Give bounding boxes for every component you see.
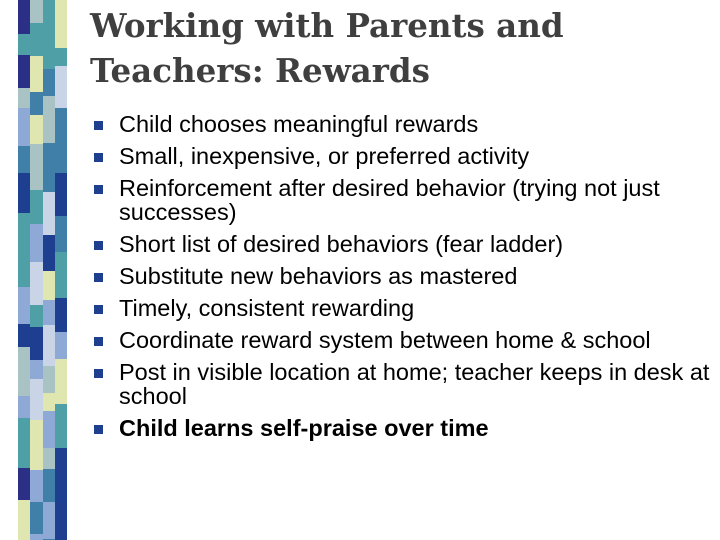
stripe-block — [43, 192, 55, 235]
stripe-block — [43, 235, 55, 271]
stripe-block — [18, 88, 30, 108]
square-bullet-icon — [94, 241, 103, 250]
stripe-block — [43, 469, 55, 502]
stripe-block — [55, 252, 67, 298]
stripe-block — [55, 332, 67, 359]
stripe-block — [43, 448, 55, 469]
stripe-block — [30, 327, 43, 360]
stripe-block — [18, 324, 30, 347]
stripe-block — [55, 448, 67, 471]
stripe-block — [43, 325, 55, 366]
bullet-item — [90, 296, 710, 320]
stripe-block — [30, 534, 43, 540]
square-bullet-icon — [94, 337, 103, 346]
stripe-block — [43, 96, 55, 143]
stripe-block — [43, 0, 55, 26]
stripe-block — [18, 418, 30, 468]
stripe-block — [43, 26, 55, 69]
stripe-block — [55, 471, 67, 510]
bullet-text: Child learns self-praise over time — [119, 415, 489, 441]
stripe-block — [18, 396, 30, 418]
stripe-block — [30, 0, 43, 23]
bullet-item — [90, 416, 710, 440]
stripe-block — [30, 305, 43, 327]
stripe-block — [43, 502, 55, 539]
stripe-block — [55, 379, 67, 404]
stripe-block — [43, 271, 55, 300]
stripe-block — [55, 148, 67, 173]
stripe-block — [30, 23, 43, 56]
stripe-block — [55, 48, 67, 66]
bullet-text: Post in visible location at home; teacher keeps in desk at school — [119, 359, 710, 409]
stripe-block — [55, 0, 67, 48]
bullet-text: Timely, consistent rewarding — [119, 295, 415, 321]
stripe-block — [30, 92, 43, 115]
title-line-1: Working with Parents and — [90, 6, 564, 45]
bullet-list — [90, 112, 710, 448]
stripe-block — [18, 34, 30, 55]
stripe-block — [55, 108, 67, 148]
bullet-text: Small, inexpensive, or preferred activity — [119, 143, 530, 169]
square-bullet-icon — [94, 425, 103, 434]
bullet-item — [90, 112, 710, 136]
stripe-block — [30, 502, 43, 534]
bullet-item — [90, 328, 710, 352]
stripe-block — [30, 360, 43, 379]
stripe-block — [43, 300, 55, 325]
stripe-block — [55, 404, 67, 448]
stripe-block — [18, 247, 30, 287]
stripe-block — [43, 393, 55, 411]
stripe-block — [55, 510, 67, 540]
bullet-item — [90, 232, 710, 256]
bullet-item — [90, 264, 710, 288]
stripe-block — [55, 359, 67, 379]
bullet-text: Substitute new behaviors as mastered — [119, 263, 518, 289]
stripe-block — [30, 144, 43, 164]
stripe-block — [43, 366, 55, 393]
stripe-block — [30, 379, 43, 420]
square-bullet-icon — [94, 369, 103, 378]
stripe-block — [18, 173, 30, 213]
bullet-item — [90, 176, 710, 224]
square-bullet-icon — [94, 121, 103, 130]
stripe-block — [30, 56, 43, 92]
stripe-block — [18, 500, 30, 540]
square-bullet-icon — [94, 153, 103, 162]
stripe-block — [18, 108, 30, 146]
stripe-block — [55, 298, 67, 332]
stripe-block — [30, 262, 43, 305]
square-bullet-icon — [94, 305, 103, 314]
stripe-block — [55, 216, 67, 252]
stripe-block — [55, 66, 67, 108]
stripe-block — [18, 146, 30, 173]
bullet-item — [90, 144, 710, 168]
slide-title — [90, 3, 700, 93]
stripe-block — [55, 196, 67, 216]
bullet-item — [90, 360, 710, 408]
bullet-text: Reinforcement after desired behavior (trying not just successes) — [119, 175, 660, 225]
stripe-block — [30, 470, 43, 502]
stripe-block — [30, 190, 43, 224]
square-bullet-icon — [94, 273, 103, 282]
stripe-block — [18, 468, 30, 500]
stripe-block — [30, 224, 43, 262]
stripe-block — [18, 287, 30, 324]
stripe-block — [30, 164, 43, 190]
stripe-block — [55, 173, 67, 196]
bullet-text: Child chooses meaningful rewards — [119, 111, 479, 137]
stripe-block — [43, 143, 55, 192]
title-line-2: Teachers: Rewards — [90, 51, 430, 90]
stripe-block — [30, 115, 43, 144]
bullet-text: Short list of desired behaviors (fear ladder) — [119, 231, 564, 257]
stripe-block — [18, 213, 30, 247]
stripe-block — [43, 411, 55, 448]
bullet-text: Coordinate reward system between home & school — [119, 327, 651, 353]
square-bullet-icon — [94, 185, 103, 194]
stripe-block — [18, 0, 30, 34]
decorative-stripe-bar — [18, 0, 67, 540]
stripe-block — [43, 69, 55, 96]
stripe-block — [18, 347, 30, 396]
stripe-block — [30, 420, 43, 470]
stripe-block — [18, 55, 30, 88]
